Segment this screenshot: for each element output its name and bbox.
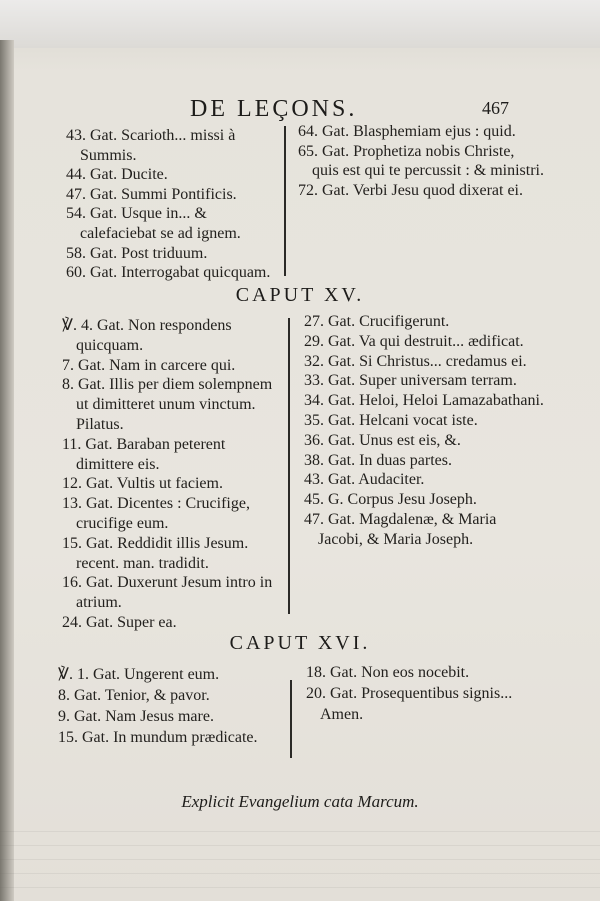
background-top <box>0 0 600 48</box>
entry: 54. Gat. Usque in... & calefaciebat se ad ignem. <box>66 205 241 242</box>
entry: 35. Gat. Helcani vocat iste. <box>304 411 478 429</box>
entry: 64. Gat. Blasphemiam ejus : quid. <box>298 123 516 140</box>
entry: 72. Gat. Verbi Jesu quod dixerat ei. <box>298 181 523 199</box>
entry: ℣. 4. Gat. Non respondens quicquam. <box>62 317 232 354</box>
caput-xv-left-column <box>62 316 280 633</box>
caput-xv-heading: CAPUT XV. <box>235 284 365 306</box>
entry: 43. Gat. Scarioth... missi à Summis. <box>66 127 236 164</box>
book-binding-edge <box>0 40 14 901</box>
entry: 47. Gat. Summi Pontificis. <box>66 185 237 203</box>
entry: 38. Gat. In duas partes. <box>304 451 452 469</box>
entry: 65. Gat. Prophetiza nobis Christe, quis est qui te percussit : & ministri. <box>298 142 544 180</box>
entry: 44. Gat. Ducite. <box>66 166 168 184</box>
entry: 12. Gat. Vultis ut faciem. <box>62 475 223 493</box>
entry: 7. Gat. Nam in carcere qui. <box>62 356 236 374</box>
entry: 32. Gat. Si Christus... credamus ei. <box>304 352 527 370</box>
entry: 33. Gat. Super universam terram. <box>304 372 517 390</box>
caput-xv-right-column <box>304 312 544 550</box>
column-rule <box>290 680 292 758</box>
entry: 15. Gat. Reddidit illis Jesum. recent. man. tradidit. <box>62 534 249 572</box>
entry: 9. Gat. Nam Jesus mare. <box>58 708 214 725</box>
show-through-shadow <box>0 831 600 901</box>
entry: 47. Gat. Magdalenæ, & Maria Jacobi, & Maria Joseph. <box>304 510 497 548</box>
entry: 43. Gat. Audaciter. <box>304 471 425 489</box>
entry: 58. Gat. Post triduum. <box>66 244 208 262</box>
column-rule <box>284 126 286 276</box>
explicit-line: Explicit Evangelium cata Marcum. <box>181 792 419 811</box>
entry: 8. Gat. Tenior, & pavor. <box>58 687 210 704</box>
caput-xvi-left-column <box>58 664 284 748</box>
entry: 36. Gat. Unus est eis, &. <box>304 431 461 449</box>
entry: 27. Gat. Crucifigerunt. <box>304 313 450 330</box>
column-rule <box>288 318 290 614</box>
entry: 34. Gat. Heloi, Heloi Lamazabathani. <box>304 392 544 410</box>
top-left-column <box>66 126 276 283</box>
page-number: 467 <box>482 98 509 118</box>
caput-xvi-right-column <box>306 662 544 725</box>
entry: 16. Gat. Duxerunt Jesum intro in atrium. <box>62 574 273 612</box>
entry: 60. Gat. Interrogabat quicquam. <box>66 264 271 282</box>
entry: 45. G. Corpus Jesu Joseph. <box>304 491 477 509</box>
entry: 24. Gat. Super ea. <box>62 613 177 631</box>
entry: 29. Gat. Va qui destruit... ædificat. <box>304 332 524 350</box>
entry: 18. Gat. Non eos nocebit. <box>306 664 470 681</box>
caput-xvi-heading: CAPUT XVI. <box>229 632 371 654</box>
top-right-column <box>298 122 544 200</box>
entry: ℣. 1. Gat. Ungerent eum. <box>58 666 220 683</box>
header-title: DE LEÇONS. <box>190 96 358 122</box>
entry: 13. Gat. Dicentes : Crucifige, crucifige eum. <box>62 495 250 532</box>
entry: 11. Gat. Baraban peterent dimittere eis. <box>62 435 226 473</box>
entry: 8. Gat. Illis per diem solempnem ut dimitteret unum vinctum. Pilatus. <box>62 376 273 433</box>
entry: 20. Gat. Prosequentibus signis... Amen. <box>306 685 513 723</box>
entry: 15. Gat. In mundum prædicate. <box>58 729 258 746</box>
